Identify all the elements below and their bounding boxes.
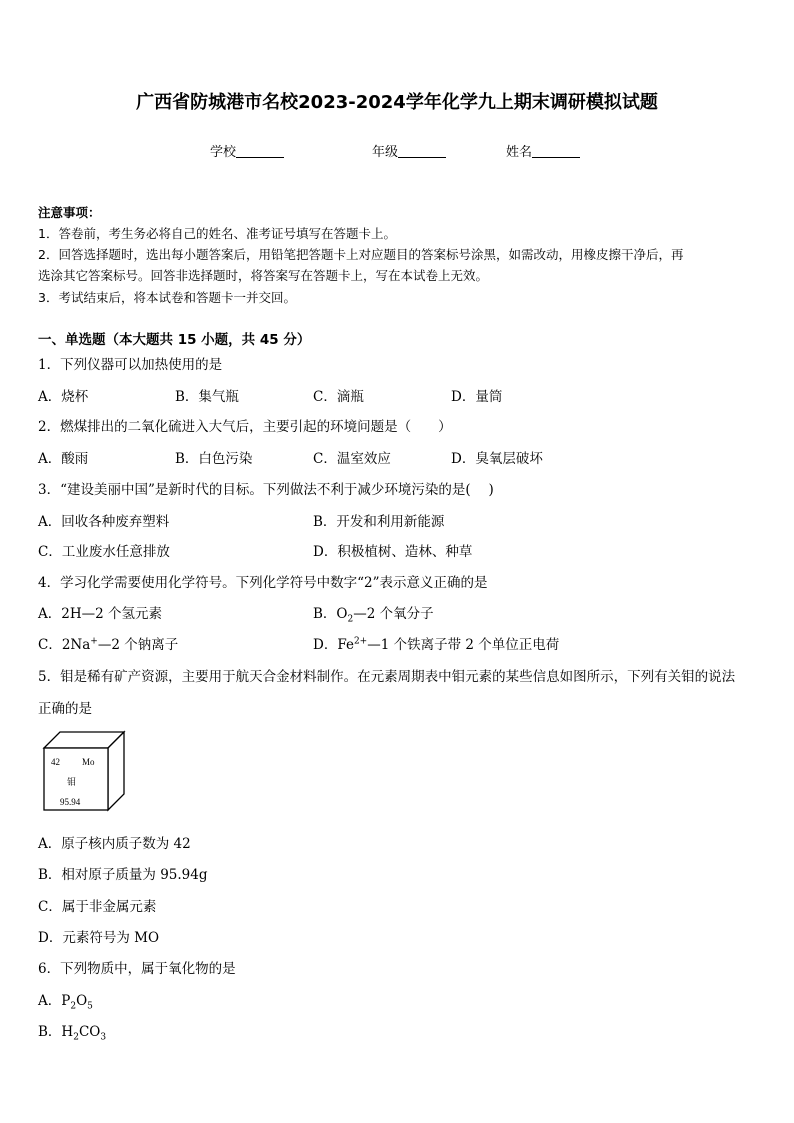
note-item-2b: 选涂其它答案标号。回答非选择题时，将答案写在答题卡上，写在本试卷上无效。 xyxy=(38,268,489,283)
q1-option-b: B．集气瓶 xyxy=(175,389,239,405)
q2-option-c: C．温室效应 xyxy=(313,451,391,467)
q4-option-a: A．2H—2 个氢元素 xyxy=(38,606,162,622)
element-symbol: Mo xyxy=(82,757,95,767)
q4-option-c: C．2Na+—2 个钠离子 xyxy=(38,636,179,653)
q3-option-b: B．开发和利用新能源 xyxy=(313,514,445,530)
name-field xyxy=(506,141,580,160)
note-item-2a: 2．回答选择题时，选出每小题答案后，用铅笔把答题卡上对应题目的答案标号涂黑，如需改动，用橡皮擦干净后，再 xyxy=(38,247,684,262)
notes-heading: 注意事项： xyxy=(38,205,101,220)
q2-option-a: A．酸雨 xyxy=(38,451,89,467)
q5-stem-line1: 5．钼是稀有矿产资源，主要用于航天合金材料制作。在元素周期表中钼元素的某些信息如图所示，下列有关钼的说法 xyxy=(38,669,736,685)
note-item-3: 3．考试结束后，将本试卷和答题卡一并交回。 xyxy=(38,290,296,305)
name-blank xyxy=(532,145,580,158)
q3-option-a: A．回收各种废弃塑料 xyxy=(38,514,170,530)
element-name: 钼 xyxy=(67,777,77,787)
page-title: 广西省防城港市名校2023-2024学年化学九上期末调研模拟试题 xyxy=(136,92,658,113)
grade-blank xyxy=(398,145,446,158)
q2-option-d: D．臭氧层破坏 xyxy=(451,451,543,467)
q6-stem: 6．下列物质中，属于氧化物的是 xyxy=(38,961,236,977)
q5-option-d: D．元素符号为 MO xyxy=(38,930,160,946)
grade-label: 年级 xyxy=(372,145,399,160)
element-mass: 95.94 xyxy=(60,797,81,807)
q2-option-b: B．白色污染 xyxy=(175,451,253,467)
q6-option-b: B．$H_2CO_3$ xyxy=(38,1024,107,1043)
grade-field xyxy=(372,141,446,160)
element-number: 42 xyxy=(51,757,60,767)
q1-option-c: C．滴瓶 xyxy=(313,389,364,405)
q3-option-d: D．积极植树、造林、种草 xyxy=(313,544,473,560)
q5-option-a: A．原子核内质子数为 42 xyxy=(38,836,191,852)
name-label: 姓名 xyxy=(506,145,533,160)
molybdenum-element-cell xyxy=(42,730,126,812)
q1-stem: 1．下列仪器可以加热使用的是 xyxy=(38,357,223,373)
q5-stem-line2: 正确的是 xyxy=(38,701,92,717)
q2-stem: 2．燃煤排出的二氧化硫进入大气后，主要引起的环境问题是（ ） xyxy=(38,419,452,435)
q4-option-d: D．$Fe^{2+}—1$ 个铁离子带 2 个单位正电荷 xyxy=(313,636,560,653)
q4-option-b: B．$O_2—2$ 个氧分子 xyxy=(313,606,434,625)
q3-stem: 3．“建设美丽中国”是新时代的目标。下列做法不利于减少环境污染的是( ) xyxy=(38,482,494,498)
q1-option-a: A．烧杯 xyxy=(38,389,89,405)
q5-option-b: B．相对原子质量为 95.94g xyxy=(38,867,208,883)
q5-option-c: C．属于非金属元素 xyxy=(38,899,157,915)
q6-option-a: A．$P_2O_5$ xyxy=(38,993,93,1012)
school-blank xyxy=(236,145,284,158)
section-heading: 一、单选题（本大题共 15 小题，共 45 分） xyxy=(38,332,311,348)
note-item-1: 1．答卷前，考生务必将自己的姓名、准考证号填写在答题卡上。 xyxy=(38,226,396,241)
school-label: 学校 xyxy=(210,145,237,160)
q1-option-d: D．量筒 xyxy=(451,389,503,405)
q4-stem: 4．学习化学需要使用化学符号。下列化学符号中数字“2”表示意义正确的是 xyxy=(38,575,488,591)
school-field xyxy=(210,141,284,160)
q3-option-c: C．工业废水任意排放 xyxy=(38,544,170,560)
